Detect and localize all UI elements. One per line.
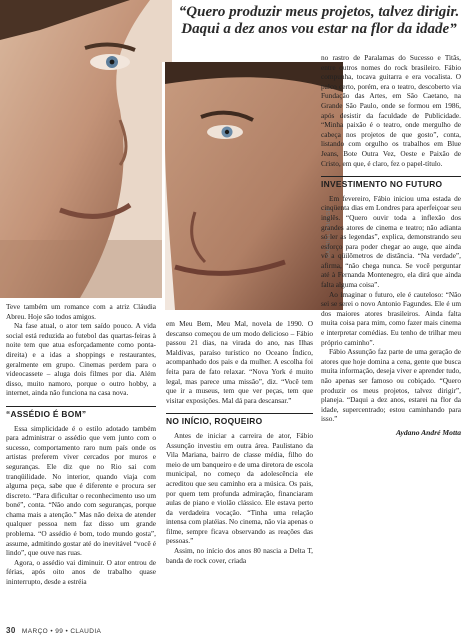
section-heading-assedio: “ASSÉDIO É BOM”	[6, 406, 156, 420]
article-column-2	[166, 319, 313, 565]
article-column-1	[6, 302, 156, 587]
pull-quote-line-2: Daqui a dez anos vou estar na flor da idade”	[181, 21, 457, 37]
col3-paragraph-3: Ao imaginar o futuro, ele é cauteloso: “Não sei se serei o novo Antonio Fagundes. Ele é um dos maiores atores brasileiros. Ainda falta muita coisa para mim, como fazer mais cinema e interpretar comédias. Eu tenho de trilhar meu próprio caminho”.	[321, 289, 461, 347]
pull-quote	[176, 4, 462, 38]
col1-paragraph-4: Agora, o assédio vai diminuir. O ator entrou de férias, após oito anos de trabalho quase ininterrupto, desde a estréia	[6, 557, 156, 587]
col3-paragraph-2: Em fevereiro, Fábio iniciou uma estada de cinqüenta dias em Londres para aperfeiçoar seu inglês. “Quero ouvir toda a inflexão dos grandes atores de cinema e teatro; não adianta só ler as legendas”, explica, demonstrando seu esforço para poder chegar ao auge, que ainda vê a qüilômetros de distância. “Na verdade”, afirma, “não chega nunca. Se você perguntar até à Fernanda Montenegro, ela dirá que ainda falta alguma coisa”.	[321, 193, 461, 290]
pull-quote-line-1: “Quero produzir meus projetos, talvez dirigir.	[178, 4, 460, 20]
article-column-3	[321, 53, 461, 438]
col1-paragraph-2: Na fase atual, o ator tem saído pouco. A vida social está reduzida ao futebol das quartas-feiras à noite tem que atua esforçadamente como ponta-direita) e a idas a shoppings e restaurantes, geralmente em grupo. Cinemas perdem para o videocassete – aluga dois filmes por dia. Além disso, muito namoro, porque o outro hobby, a internet, ainda não funciona na casa nova.	[6, 321, 156, 398]
col3-paragraph-1: no rastro de Paralamas do Sucesso e Titãs, entre outros nomes do rock brasileiro. Fábio compunha, tocava guitarra e era vocalista. O palco certo, porém, era o teatro, descoberto via Fundação das Artes, em São Caetano, na Grande São Paulo, onde se formou em 1986, após desistir da faculdade de Publicidade. “Minha paixão é o teatro, onde mergulho de cabeça nos projetos de que gosto”, conta, listando com orgulho os trabalhos em Blue Jeans, Bote Outra Vez, Oeste e Paixão de Cristo, em que, é claro, fez o papel-título.	[321, 53, 461, 168]
issue-label: MARÇO • 99 • CLAUDIA	[21, 628, 102, 635]
page-footer	[6, 626, 101, 635]
author-signature: Aydano André Motta	[396, 427, 461, 437]
col2-paragraph-2: Antes de iniciar a carreira de ator, Fábio Assunção investiu em outra área. Paulistano da Vila Mariana, bairro de classe média, filho do meio de um banqueiro e de uma diretora de escola municipal, no começo da adolescência ele acreditou que seu caminho era a música. Os pais, por quem tem profunda admiração, financiaram aulas de piano e violão clássico. Ele estava perto da verdadeira vocação. “Tinha uma relação intensa com platéias. No cinema, não via apenas o filme, sempre ficava observando as reações das pessoas.”	[166, 430, 313, 546]
photo-actor-left	[0, 0, 172, 298]
section-heading-investimento: INVESTIMENTO NO FUTURO	[321, 176, 461, 190]
col2-paragraph-3: Assim, no início dos anos 80 nascia a Delta T, banda de rock cover, criada	[166, 546, 313, 565]
page-number: 30	[6, 626, 16, 635]
photo-credit: GABRIEL CAUSSE	[326, 207, 332, 258]
col3-paragraph-4: Fábio Assunção faz parte de uma geração de atores que hoje domina a cena, gente que busca muita informação, deseja viver e aprender tudo, não apenas ser famoso ou cobiçado. “Quero produzir os meus projetos, talvez dirigir”, planeja. “Daqui a dez anos, estarei na flor da idade, supercentrado; estou caminhando para isso.”	[321, 347, 461, 424]
col1-paragraph-3: Essa simplicidade é o estilo adotado também para administrar o assédio que vem junto com o sucesso, comportamento raro num país onde os artistas preferem viver cercados por muros e seguranças. Ele diz que no Rio sai com tranqüilidade. No interior, quando viaja com alguma peça, sabe que é diferente e procura ser discreto. “Para dificultar o reconhecimento uso um boné”, conta. “Não ando com seguranças, porque chama mais a atenção.” Mas não deixa de atender qualquer pessoa nem faz disso um grande problema. “O assédio é bom, todo mundo gosta”, assume, admitindo gostar até do inevitável “você é lindo”, que ouve nas ruas.	[6, 423, 156, 558]
col1-paragraph-1: Teve também um romance com a atriz Cláudia Abreu. Hoje são todos amigos.	[6, 302, 156, 321]
photo-actor-right	[162, 62, 343, 310]
section-heading-roqueiro: NO INÍCIO, ROQUEIRO	[166, 413, 313, 427]
col2-paragraph-1: em Meu Bem, Meu Mal, novela de 1990. O descanso começou de um modo delicioso – Fábio passou 21 dias, na virada do ano, nas Ilhas Maldivas, paraíso turístico no Oceano Índico, acompanhado dos pais e da mulher. A escolha foi feita para de fato relaxar. “Nova York é muito legal, mas parece uma missão”, diz. “Você tem que ir a museus, tem que ver peças, tem que visitar exposições. Mal dá para descansar.”	[166, 319, 313, 405]
